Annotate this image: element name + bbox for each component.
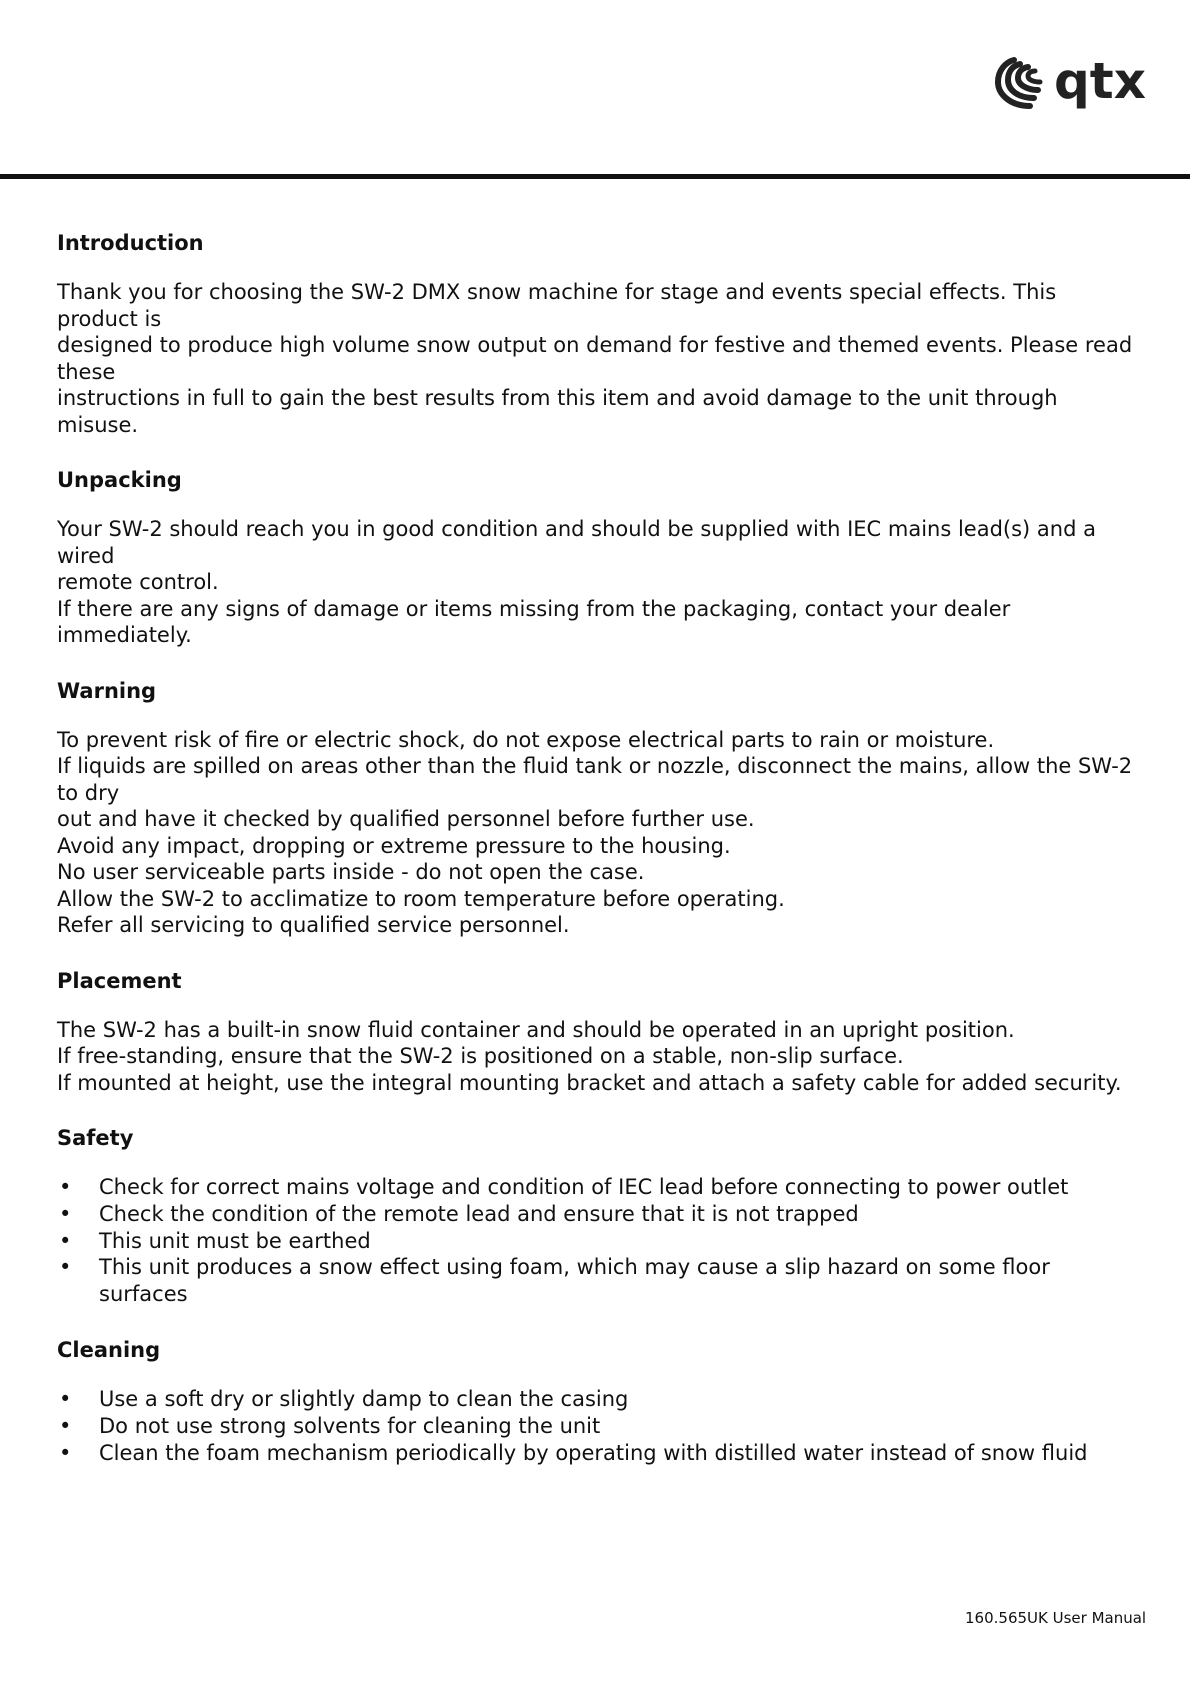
paragraph-line: If free-standing, ensure that the SW-2 is positioned on a stable, non-slip surface. — [57, 1044, 904, 1068]
page-footer: 160.565UK User Manual — [965, 1609, 1147, 1627]
paragraph-line: Thank you for choosing the SW-2 DMX snow machine for stage and events special effects. This product is — [57, 280, 1057, 331]
paragraph-line: No user serviceable parts inside - do not open the case. — [57, 860, 645, 884]
list-item: • Do not use strong solvents for cleaning the unit — [59, 1413, 601, 1438]
section-heading: Introduction — [57, 231, 204, 255]
bullet-icon: • — [59, 1201, 72, 1226]
cleaning-list — [57, 1386, 1137, 1466]
cleaning-section — [57, 1333, 1137, 1466]
paragraph-line: If liquids are spilled on areas other than the fluid tank or nozzle, disconnect the mains, allow the SW-2 to dry — [57, 754, 1133, 805]
paragraph-line: out and have it checked by qualified personnel before further use. — [57, 807, 755, 831]
list-item: • Check for correct mains voltage and condition of IEC lead before connecting to power outlet — [59, 1175, 1069, 1199]
section-heading: Unpacking — [57, 468, 182, 492]
paragraph-line: Allow the SW-2 to acclimatize to room temperature before operating. — [57, 886, 785, 911]
qtx-waves-icon — [990, 54, 1048, 114]
bullet-icon: • — [59, 1228, 72, 1253]
list-item: • This unit must be earthed — [59, 1228, 371, 1253]
section-heading: Placement — [57, 968, 182, 993]
paragraph-line: If mounted at height, use the integral mounting bracket and attach a safety cable for added security. — [57, 1070, 1122, 1095]
placement-section — [57, 964, 1137, 1097]
bullet-icon: • — [59, 1255, 72, 1280]
list-item: • Check the condition of the remote lead and ensure that it is not trapped — [59, 1201, 859, 1226]
list-item: • Clean the foam mechanism periodically by operating with distilled water instead of snow fluid — [59, 1440, 1088, 1465]
paragraph-line: The SW-2 has a built-in snow fluid container and should be operated in an upright position. — [57, 1017, 1015, 1042]
list-item: • Use a soft dry or slightly damp to clean the casing — [59, 1386, 629, 1411]
bullet-icon: • — [59, 1175, 72, 1199]
logo-wordmark: qtx — [1054, 52, 1146, 110]
safety-section — [57, 1121, 1137, 1308]
paragraph-line: To prevent risk of fire or electric shock, do not expose electrical parts to rain or moisture. — [57, 727, 995, 752]
bullet-icon: • — [59, 1386, 72, 1411]
manual-content — [57, 226, 1137, 1466]
paragraph-line: Avoid any impact, dropping or extreme pressure to the housing. — [57, 833, 731, 858]
paragraph-line: If there are any signs of damage or items missing from the packaging, contact your dealer immediately. — [57, 596, 1011, 647]
bullet-icon: • — [59, 1440, 72, 1465]
qtx-logo — [990, 54, 1146, 114]
section-heading: Warning — [57, 678, 157, 703]
paragraph-line: remote control. — [57, 570, 219, 594]
unpacking-section — [57, 463, 1137, 649]
bullet-icon: • — [59, 1413, 72, 1438]
paragraph-line: Your SW-2 should reach you in good condition and should be supplied with IEC mains lead(s) and a wired — [57, 517, 1096, 568]
section-heading: Cleaning — [57, 1337, 161, 1362]
warning-section — [57, 674, 1137, 939]
header-rule — [0, 174, 1190, 179]
introduction-section — [57, 226, 1137, 438]
section-heading: Safety — [57, 1126, 134, 1150]
safety-list — [57, 1174, 1137, 1308]
paragraph-line: instructions in full to gain the best results from this item and avoid damage to the unit through misuse. — [57, 386, 1058, 437]
paragraph-line: Refer all servicing to qualified service personnel. — [57, 913, 570, 937]
paragraph-line: designed to produce high volume snow output on demand for festive and themed events. Please read these — [57, 333, 1133, 384]
list-item: • This unit produces a snow effect using foam, which may cause a slip hazard on some floor surfaces — [59, 1255, 1050, 1307]
